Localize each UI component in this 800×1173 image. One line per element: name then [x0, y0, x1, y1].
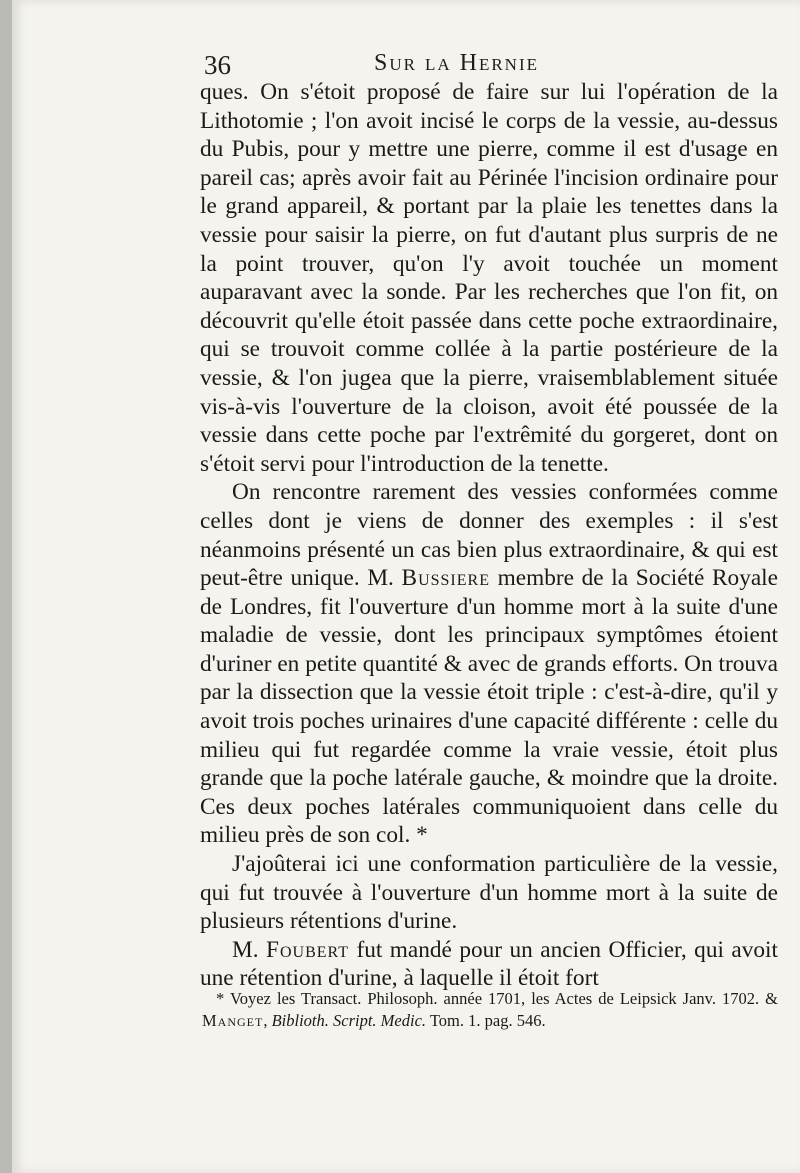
paragraph-4-text-a: M.	[232, 936, 266, 963]
footnote-text-c: Tom. 1. pag. 546.	[426, 1011, 546, 1030]
footnote-block	[202, 988, 778, 1032]
footnote-work-title: Biblioth. Script. Medic.	[271, 1011, 427, 1030]
paragraph-1: ques. On s'étoit proposé de faire sur lui l'opération de la Lithotomie ; l'on avoit incisé le corps de la vessie, au-dessus du Pubis, pour y mettre une pierre, comme il est d'usage en pareil cas; après avoir fait au Périnée l'incision ordinaire pour le grand appareil, & portant par la plaie les tenettes dans la vessie pour saisir la pierre, on fut d'autant plus surpris de ne la point trouver, qu'on l'y avoit touchée un moment auparavant avec la sonde. Par les recherches que l'on fit, on découvrit qu'elle étoit passée dans cette poche extraordinaire, qui se trouvoit comme collée à la partie postérieure de la vessie, & l'on jugea que la pierre, vraisemblablement située vis-à-vis l'ouverture de la cloison, avoit été poussée de la vessie dans cette poche par l'extrêmité du gorgeret, dont on s'étoit servi pour l'introduction de la tenette.	[200, 79, 778, 477]
footnote-text-b: ,	[263, 1011, 272, 1030]
body-text	[200, 78, 778, 993]
paragraph-4-text-b: fut mandé pour un ancien Officier, qui avoit une rétention d'urine, à laquelle il étoit fort	[200, 936, 778, 992]
footnote	[202, 988, 778, 1032]
paragraph-4	[200, 936, 778, 993]
paragraph-3: J'ajoûterai ici une conformation particulière de la vessie, qui fut trouvée à l'ouverture d'un homme mort à la suite de plusieurs rétentions d'urine.	[200, 851, 778, 935]
page-number: 36	[204, 50, 231, 80]
paragraph-2	[200, 478, 778, 850]
page-header	[204, 50, 779, 80]
footnote-text-a: * Voyez les Transact. Philosoph. année 1701, les Actes de Leipsick Janv. 1702. &	[216, 989, 778, 1008]
footnote-author: Manget	[202, 1011, 264, 1030]
paragraph-2-text-b: membre de la Société Royale de Londres, fit l'ouverture d'un homme mort à la suite d'une maladie de vessie, dont les principaux symptômes étoient d'uriner en petite quantité & avec de grands efforts. On trouva par la dissection que la vessie étoit triple : c'est-à-dire, qu'il y avoit trois poches urinaires d'une capacité différente : celle du milieu qui fut regardée comme la vraie vessie, étoit plus grande que la poche latérale gauche, & moindre que la droite. Ces deux poches latérales communiquoient dans celle du milieu près de son col. *	[200, 565, 778, 849]
book-page	[12, 0, 800, 1173]
person-name-foubert: Foubert	[266, 936, 349, 963]
person-name-bussiere: Bussiere	[401, 565, 490, 592]
running-title: Sur la Hernie	[374, 50, 540, 76]
paragraph-2-text-a: On rencontre rarement des vessies conformées comme celles dont je viens de donner des exemples : il s'est néanmoins présenté un cas bien plus extraordinaire, & qui est peut-être unique. M.	[200, 479, 778, 592]
